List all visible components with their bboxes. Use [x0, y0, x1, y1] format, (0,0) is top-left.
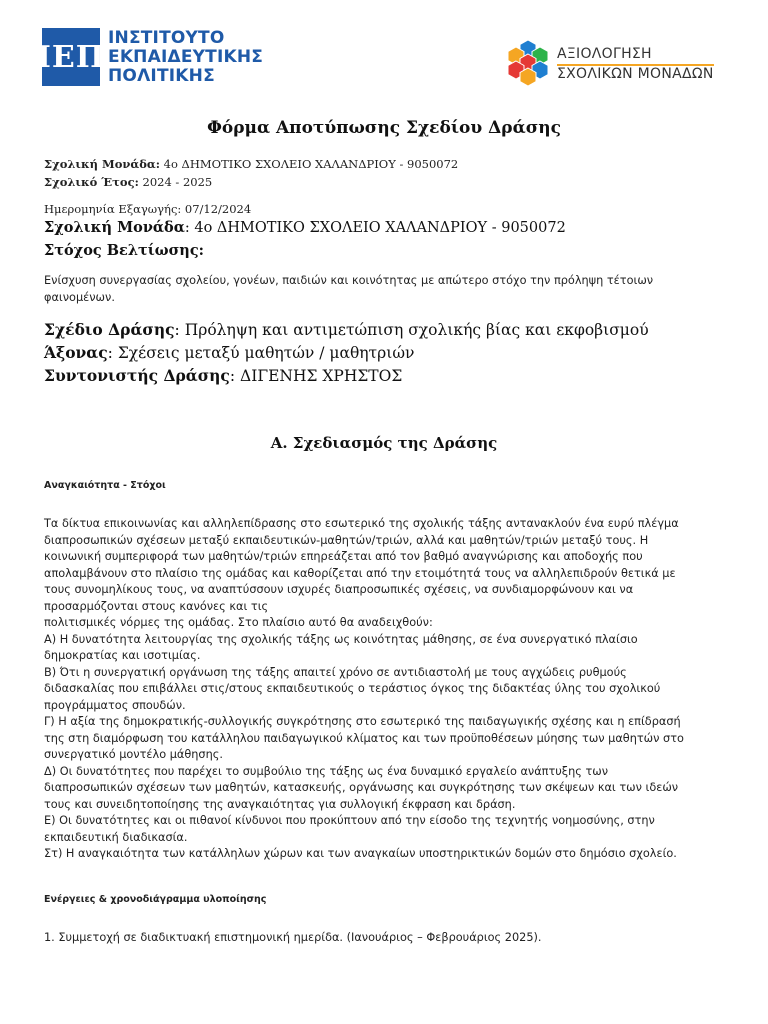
need-text-line: πολιτισμικές νόρμες της ομάδας. Στο πλαίσιο αυτό θα αναδειχθούν:	[44, 616, 433, 629]
need-text-line: κοινωνική συμπεριφορά των μαθητών/τριών επηρεάζεται από τον βαθμό αναγνώρισης και αποδοχής που	[44, 550, 643, 563]
goal-heading	[44, 242, 204, 259]
coordinator-label: Συντονιστής Δράσης	[44, 366, 230, 385]
axis-value: : Σχέσεις μεταξύ μαθητών / μαθητριών	[107, 344, 415, 362]
meta-school-line	[44, 157, 458, 171]
need-text-line: Τα δίκτυα επικοινωνίας και αλληλεπίδρασης στο εσωτερικό της σχολικής τάξης αντανακλούν ένα ευρύ πλέγμα	[44, 517, 679, 530]
need-text-line: Γ) Η αξία της δημοκρατικής-συλλογικής συγκρότησης στο εσωτερικό της παιδαγωγικής σχέσης και η επίδρασή	[44, 715, 681, 728]
axis-line	[44, 343, 414, 362]
hexagon-cluster-icon	[505, 38, 551, 90]
iep-logo-mark	[36, 28, 106, 86]
meta-year-line	[44, 175, 212, 189]
need-text-line: Ε) Οι δυνατότητες και οι πιθανοί κίνδυνοι που προκύπτουν από την είσοδο της τεχνητής νοημοσύνης, στην	[44, 814, 655, 827]
meta-school-label: Σχολική Μονάδα:	[44, 157, 160, 171]
plan-line	[44, 320, 649, 339]
need-text-line: Β) Ότι η συνεργατική οργάνωση της τάξης απαιτεί χρόνο σε αντιδιαστολή με τους αγχώδεις ρυθμούς	[44, 665, 627, 679]
goal-heading-label: Στόχος Βελτίωσης:	[44, 242, 204, 259]
meta-year-label: Σχολικό Έτος:	[44, 175, 139, 189]
school-heading-label: Σχολική Μονάδα	[44, 219, 185, 236]
need-text-line: τους συνομηλίκους τους, να αναπτύσσουν ισχυρές διαπροσωπικές σχέσεις, να συνδιαμορφώνουν και να	[44, 583, 634, 596]
need-text-line: εκπαιδευτική διαδικασία.	[44, 830, 188, 844]
need-text-line: απολαμβάνουν στο πλαίσιο της ομάδας και καθορίζεται από την ετοιμότητά τους να αλληλεπιδρούν θετικά με	[44, 566, 676, 580]
plan-label: Σχέδιο Δράσης	[44, 320, 175, 339]
need-text-line: διαπροσωπικών σχέσεων των μαθητών, κατασκευής, οργάνωσης και συγκρότησης των σκέψεων και των ιδεών	[44, 781, 679, 794]
iep-logo-text	[108, 29, 263, 86]
axiologisi-logo-text	[557, 46, 714, 83]
section-a-title: Α. Σχεδιασμός της Δράσης	[270, 434, 498, 452]
school-heading-value: : 4ο ΔΗΜΟΤΙΚΟ ΣΧΟΛΕΙΟ ΧΑΛΑΝΔΡΙΟΥ - 9050072	[184, 220, 566, 236]
need-text-line: Α) Η δυνατότητα λειτουργίας της σχολικής τάξης ως κοινότητας μάθησης, σε ένα συνεργατικό πλαίσιο	[44, 632, 638, 646]
need-text-line: διαπροσωπικών σχέσεων μεταξύ εκπαιδευτικών-μαθητών/τριών, αλλά και μαθητών/τριών μεταξύ τους. Η	[44, 533, 649, 547]
iep-logo-mark-text: ΙΕΠ	[36, 39, 106, 75]
need-text-line: δημοκρατίας και ισοτιμίας.	[44, 649, 201, 662]
need-text-line: προσαρμόζονται στους κανόνες και τις	[44, 599, 269, 613]
action-item: 1. Συμμετοχή σε διαδικτυακή επιστημονική ημερίδα. (Ιανουάριος – Φεβρουάριος 2025).	[44, 931, 542, 944]
iep-logo	[36, 27, 264, 86]
school-heading	[44, 219, 566, 236]
coordinator-value: : ΔΙΓΕΝΗΣ ΧΡΗΣΤΟΣ	[229, 367, 403, 385]
iep-logo-line-2: ΕΚΠΑΙΔΕΥΤΙΚΗΣ	[108, 46, 264, 67]
page-title: Φόρμα Αποτύπωσης Σχεδίου Δράσης	[207, 118, 561, 138]
need-text	[44, 516, 684, 863]
need-heading: Αναγκαιότητα - Στόχοι	[44, 480, 166, 491]
coordinator-line	[44, 366, 402, 385]
need-text-line: Δ) Οι δυνατότητες που παρέχει το συμβούλιο της τάξης ως ένα δυναμικό εργαλείο ανάπτυξης των	[44, 764, 609, 778]
actions-heading: Ενέργειες & χρονοδιάγραμμα υλοποίησης	[44, 894, 267, 905]
axiologisi-logo-line-1: ΑΞΙΟΛΟΓΗΣΗ	[557, 46, 714, 66]
axiologisi-logo	[505, 38, 714, 90]
goal-text	[44, 273, 653, 306]
meta-school-value: 4ο ΔΗΜΟΤΙΚΟ ΣΧΟΛΕΙΟ ΧΑΛΑΝΔΡΙΟΥ - 9050072	[159, 157, 459, 171]
axiologisi-logo-line-2: ΣΧΟΛΙΚΩΝ ΜΟΝΑΔΩΝ	[557, 65, 714, 82]
need-text-line: τους και συνειδητοποίησης της αναγκαιότητας για συλλογική έκφραση και δράση.	[44, 797, 516, 811]
actions-list	[44, 930, 542, 947]
goal-text-line: Ενίσχυση συνεργασίας σχολείου, γονέων, παιδιών και κοινότητας με απώτερο στόχο την πρόληψη τέτοιων	[44, 274, 654, 287]
axis-label: Άξονας	[44, 343, 108, 362]
iep-logo-line-3: ΠΟΛΙΤΙΚΗΣ	[108, 65, 215, 86]
need-text-line: Στ) Η αναγκαιότητα των κατάλληλων χώρων και των αναγκαίων υποστηρικτικών δομών στο δημόσιο σχολείο.	[44, 847, 677, 860]
meta-year-value: 2024 - 2025	[138, 175, 213, 189]
plan-value: : Πρόληψη και αντιμετώπιση σχολικής βίας και εκφοβισμού	[174, 321, 649, 339]
export-date: Ημερομηνία Εξαγωγής: 07/12/2024	[44, 202, 252, 216]
goal-text-line: φαινομένων.	[44, 290, 115, 304]
need-text-line: συνεργατικό μοντέλο μάθησης.	[44, 748, 223, 761]
need-text-line: διδασκαλίας που επιβάλλει στις/στους εκπαιδευτικούς ο τεράστιος όγκος της διδακτέας ύλης του σχολικού	[44, 682, 661, 695]
need-text-line: προγράμματος σπουδών.	[44, 698, 186, 712]
iep-logo-line-1: ΙΝΣΤΙΤΟΥΤΟ	[108, 27, 225, 48]
need-text-line: της στη διαμόρφωση του κατάλληλου παιδαγωγικού κλίματος και των προϋποθέσεων μύησης των μαθητών στο	[44, 731, 684, 745]
